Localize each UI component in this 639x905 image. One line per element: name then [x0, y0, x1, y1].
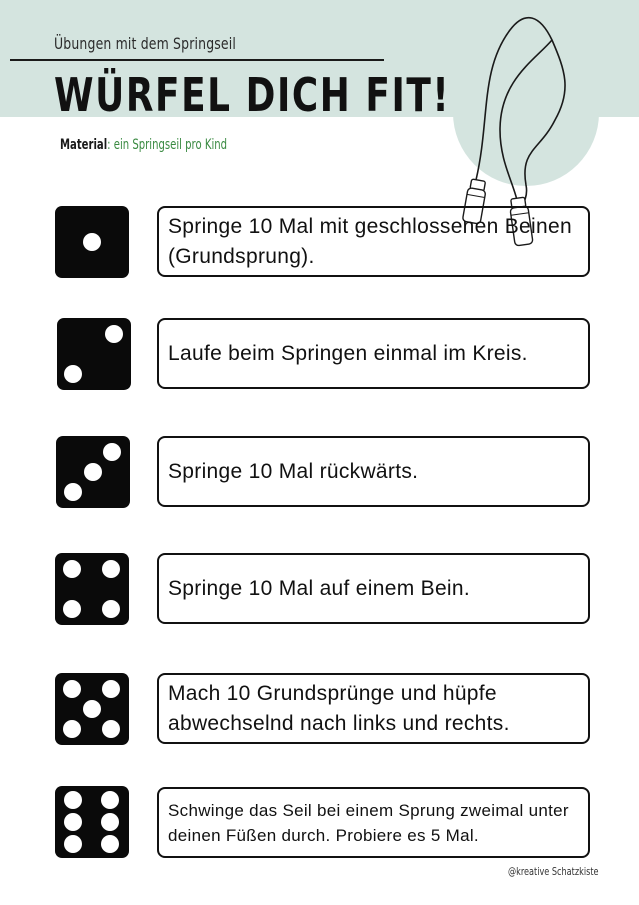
die-pip [63, 680, 81, 698]
die-pip [102, 720, 120, 738]
die-one-icon [55, 206, 129, 278]
exercise-box [157, 206, 590, 277]
material-value: : ein Springseil pro Kind [107, 137, 228, 153]
die-pip [64, 791, 82, 809]
die-pip [83, 233, 101, 251]
die-pip [101, 813, 119, 831]
die-pip [63, 600, 81, 618]
page-title: WÜRFEL DICH FIT! [54, 68, 451, 122]
material-line [60, 137, 227, 153]
die-three-icon [56, 436, 130, 508]
die-pip [63, 720, 81, 738]
credit-text: @kreative Schatzkiste [508, 865, 599, 878]
die-pip [102, 560, 120, 578]
exercise-text: Springe 10 Mal mit geschlossenen Beinen (Grundsprung). [168, 214, 572, 268]
die-pip [83, 700, 101, 718]
die-pip [102, 600, 120, 618]
die-pip [105, 325, 123, 343]
die-pip [102, 680, 120, 698]
die-pip [84, 463, 102, 481]
exercise-text: Springe 10 Mal auf einem Bein. [168, 576, 471, 600]
die-two-icon [57, 318, 131, 390]
exercise-box [157, 787, 590, 858]
die-pip [64, 483, 82, 501]
die-pip [103, 443, 121, 461]
exercise-box [157, 553, 590, 624]
die-six-icon [55, 786, 129, 858]
exercise-text: Springe 10 Mal rückwärts. [168, 459, 419, 483]
exercise-box [157, 318, 590, 389]
exercise-box [157, 673, 590, 744]
exercise-text: Laufe beim Springen einmal im Kreis. [168, 341, 528, 365]
die-pip [63, 560, 81, 578]
die-four-icon [55, 553, 129, 625]
exercise-text: Schwinge das Seil bei einem Sprung zweimal unter deinen Füßen durch. Probiere es 5 Mal. [168, 800, 569, 845]
material-label: Material [60, 137, 108, 153]
die-pip [64, 365, 82, 383]
die-pip [64, 835, 82, 853]
die-pip [101, 791, 119, 809]
title-rule [10, 59, 384, 61]
die-pip [101, 835, 119, 853]
subtitle: Übungen mit dem Springseil [54, 34, 237, 53]
die-five-icon [55, 673, 129, 745]
exercise-box [157, 436, 590, 507]
exercise-text: Mach 10 Grundsprünge und hüpfe abwechselnd nach links und rechts. [168, 681, 510, 735]
die-pip [64, 813, 82, 831]
